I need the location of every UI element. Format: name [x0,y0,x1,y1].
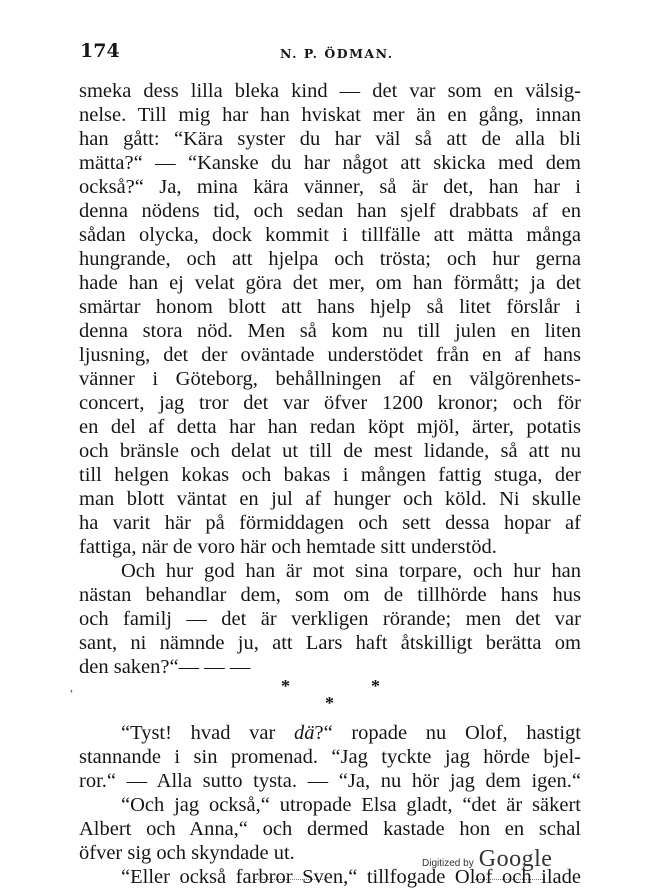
body-line: man blott väntat en jul af hunger och köld. Ni skulle [79,488,581,510]
asterism-star: * [371,676,380,696]
body-line: mätta?“ — “Kanske du har något att skicka med dem [79,152,581,174]
dialogue-line: “Och jag också,“ utropade Elsa gladt, “det är säkert [121,794,581,816]
running-head: N. P. ÖDMAN. [280,46,394,61]
scan-mark: , [70,680,73,694]
dialogue-line: “Eller också farbror Sven,“ tillfogade Olof och ilade [121,866,581,888]
dialogue-line: Albert och Anna,“ och dermed kastade hon en schal [79,818,581,840]
body-line: nelse. Till mig har han hviskat mer än en gång, innan [79,104,581,126]
body-line: ljusning, det der oväntade understödet från en af hans [79,344,581,366]
dialogue-line: öfver sig och skyndade ut. [79,842,295,864]
body-line: sant, ni nämnde ju, att Lars haft åtskilligt berätta om [79,632,581,654]
body-line: concert, jag tror det var öfver 1200 kronor; och för [79,392,581,414]
dialogue-text: ?“ ropade nu Olof, hastigt [314,722,582,744]
page-number: 174 [80,40,120,62]
body-line: denna stora nöd. Men så kom nu till julen en liten [79,320,581,342]
body-line: ha varit här på förmiddagen och sett dessa hopar af [79,512,581,534]
body-line: till helgen kokas och bakas i mången fattig stuga, der [79,464,581,486]
body-line: nästan behandlar dem, som om de tillhörde hans hus [79,584,581,606]
body-line: fattiga, när de voro här och hemtade sitt understöd. [79,536,497,558]
asterism-star: * [325,693,334,713]
body-line: sådan olycka, dock kommit i tillfälle att mätta många [79,224,581,246]
dialogue-line: ror.“ — Alla sutto tysta. — “Ja, nu hör jag dem igen.“ [79,770,581,792]
body-line: hungrande, och att hjelpa och trösta; och hur gerna [79,248,581,270]
body-line: smärtar honom blott att hans hjelp så litet förslår i [79,296,581,318]
dialogue-line: stannande i sin promenad. “Jag tyckte jag hörde bjel- [79,746,581,768]
body-line: han gått: “Kära syster du har väl så att de alla bli [79,128,581,150]
body-line: hade han ej velat göra det mer, om han förmått; ja det [79,272,581,294]
body-line: och familj — det är verkligen rörande; men det var [79,608,581,630]
body-line: vänner i Göteborg, behållningen af en välgörenhets- [79,368,581,390]
body-line: smeka dess lilla bleka kind — det var som en välsig- [79,80,581,102]
dialogue-text: “Tyst! hvad var [121,722,276,744]
body-line: denna nödens tid, och sedan han sjelf drabbats af en [79,200,581,222]
google-logo: Google [478,846,553,872]
body-line: den saken?“— — — [79,656,251,678]
body-line: Och hur god han är mot sina torpare, och hur han [121,560,581,582]
body-line: och bränsle och delat ut till de mest lidande, så att nu [79,440,581,462]
body-line: också?“ Ja, mina kära vänner, så är det, han har i [79,176,581,198]
asterism-star: * [281,676,290,696]
emphasized-word: dä [293,722,315,744]
dialogue-line [121,721,581,745]
body-line: en del af detta har han redan köpt mjöl, ärter, potatis [79,416,581,438]
digitized-by-label: Digitized by [422,858,474,869]
